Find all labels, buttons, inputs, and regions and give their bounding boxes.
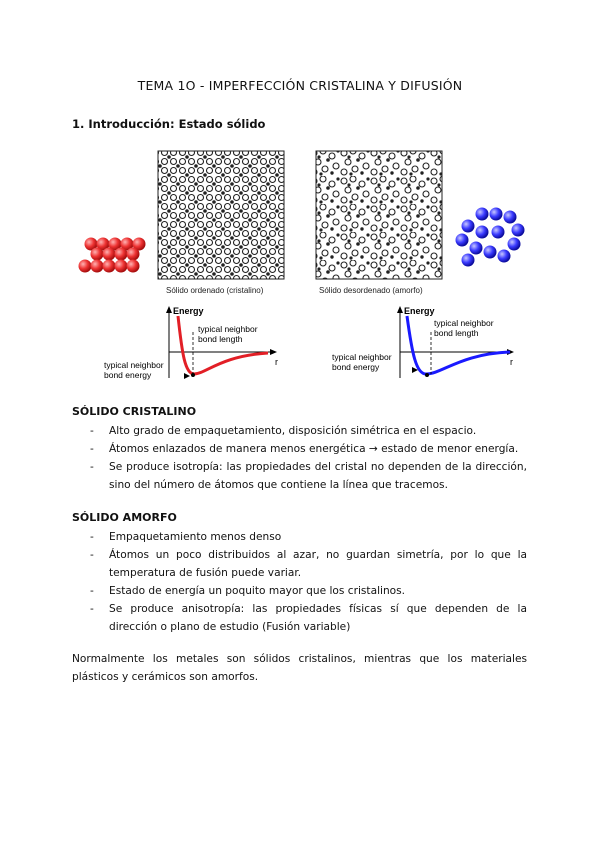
conclusion-paragraph: Normalmente los metales son sólidos cristalinos, mientras que los materiales plásticos y cerámicos son amorfos. — [72, 653, 527, 683]
red-spheres-icon — [79, 238, 146, 273]
crystal-lattice-image — [158, 151, 284, 279]
svg-text:typical neighbor: typical neighbor — [104, 360, 164, 370]
svg-text:bond energy: bond energy — [104, 370, 152, 380]
list-item: - Se produce isotropía: las propiedades del cristal no dependen de la dirección, sino del número de átomos que contiene la línea que tracemos. — [72, 458, 527, 494]
svg-text:r: r — [275, 357, 278, 367]
svg-text:bond energy: bond energy — [332, 362, 380, 372]
svg-text:bond length: bond length — [434, 328, 479, 338]
heading-crystalline: SÓLIDO CRISTALINO — [72, 405, 197, 418]
caption-disordered: Sólido desordenado (amorfo) — [319, 286, 423, 295]
list-item: - Átomos enlazados de manera menos energética → estado de menor energía. — [72, 440, 527, 458]
svg-text:r: r — [510, 357, 513, 367]
svg-text:typical neighbor: typical neighbor — [434, 318, 494, 328]
page-title: TEMA 1O - IMPERFECCIÓN CRISTALINA Y DIFUSIÓN — [137, 78, 463, 93]
list-item: - Alto grado de empaquetamiento, disposición simétrica en el espacio. — [72, 422, 527, 440]
section-heading-intro: 1. Introducción: Estado sólido — [72, 117, 266, 131]
svg-text:Energy: Energy — [404, 306, 435, 316]
list-amorphous — [72, 528, 527, 636]
svg-text:bond length: bond length — [198, 334, 243, 344]
list-item: - Se produce anisotropía: las propiedades físicas sí que dependen de la dirección o plano de estudio (Fusión variable) — [72, 600, 527, 636]
svg-text:Energy: Energy — [173, 306, 204, 316]
list-item: - Estado de energía un poquito mayor que los cristalinos. — [72, 582, 527, 600]
svg-text:typical neighbor: typical neighbor — [198, 324, 258, 334]
solid-state-figure — [70, 148, 540, 388]
blue-spheres-icon — [456, 208, 525, 267]
caption-ordered: Sólido ordenado (cristalino) — [166, 286, 264, 295]
svg-text:typical neighbor: typical neighbor — [332, 352, 392, 362]
list-item: - Empaquetamiento menos denso — [72, 528, 527, 546]
energy-graph-amorphous — [332, 306, 514, 378]
list-item: - Átomos un poco distribuidos al azar, no guardan simetría, por lo que la temperatura de fusión puede variar. — [72, 546, 527, 582]
list-crystalline — [72, 422, 527, 494]
heading-amorphous: SÓLIDO AMORFO — [72, 511, 177, 524]
energy-graph-crystal — [104, 306, 278, 380]
figure-graphic — [70, 148, 540, 388]
amorphous-lattice-image — [316, 151, 442, 279]
